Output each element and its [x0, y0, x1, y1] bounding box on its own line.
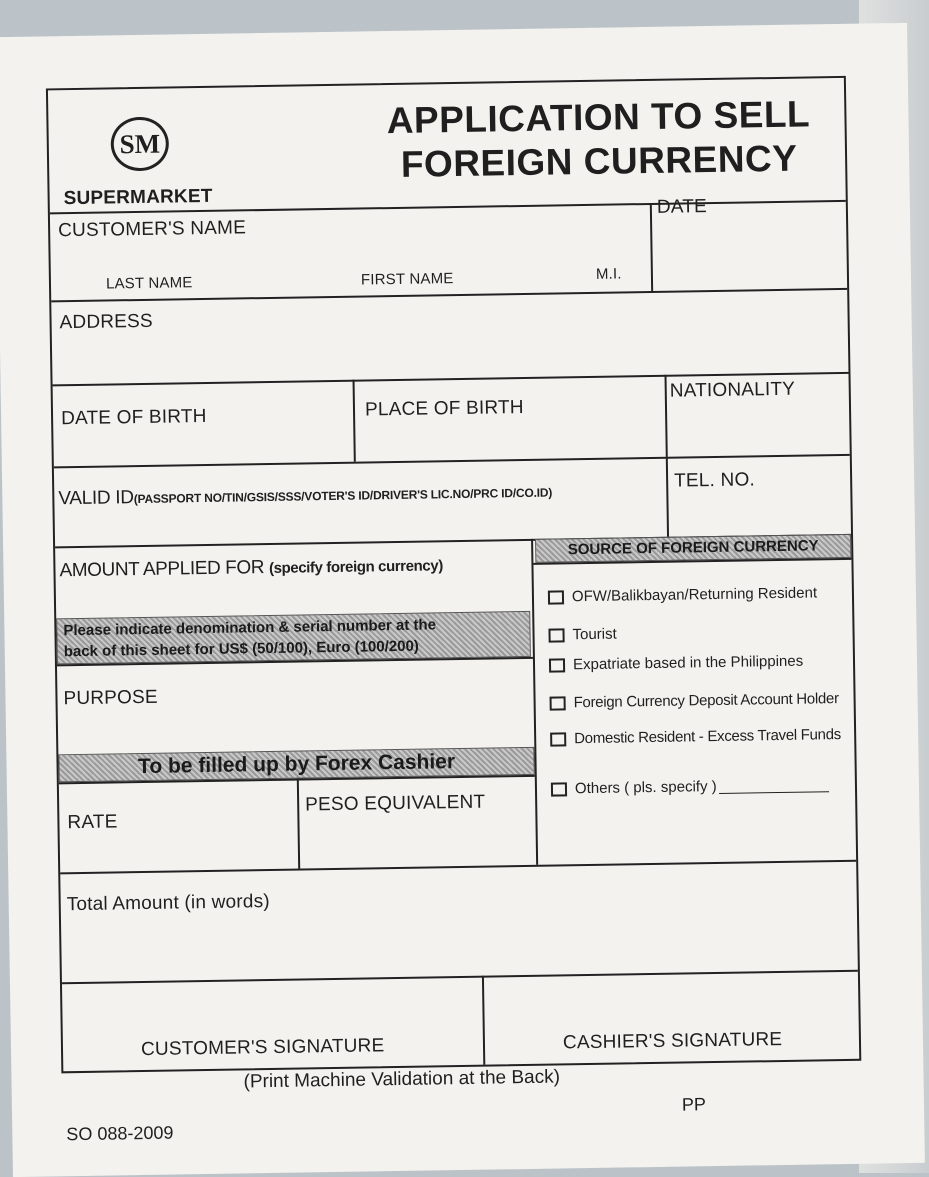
- checkbox[interactable]: [551, 782, 567, 796]
- checkbox[interactable]: [550, 696, 566, 710]
- first-name-label: FIRST NAME: [360, 270, 454, 289]
- valid-id-label: [58, 481, 552, 511]
- date-of-birth-label: DATE OF BIRTH: [60, 405, 207, 430]
- form-code: SO 088-2009: [66, 1122, 174, 1145]
- denomination-note-line-2: back of this sheet for US$ (50/100), Euro (100/200): [63, 637, 419, 661]
- nationality-label: NATIONALITY: [669, 378, 796, 402]
- customer-signature-label: CUSTOMER'S SIGNATURE: [140, 1035, 385, 1061]
- checkbox[interactable]: [548, 628, 564, 642]
- id-tel-divider: [666, 457, 669, 537]
- source-heading: SOURCE OF FOREIGN CURRENCY: [535, 534, 851, 563]
- option-label: Tourist: [572, 625, 617, 644]
- date-field[interactable]: [652, 222, 847, 291]
- title-line-1: APPLICATION TO SELL: [386, 93, 811, 142]
- initials: PP: [681, 1094, 707, 1115]
- form-title: [358, 92, 839, 188]
- mi-label: M.I.: [595, 265, 622, 283]
- option-label: OFW/Balikbayan/Returning Resident: [571, 584, 818, 606]
- rate-field[interactable]: [60, 831, 299, 873]
- validation-note: (Print Machine Validation at the Back): [243, 1066, 561, 1093]
- checkbox[interactable]: [548, 590, 564, 604]
- address-label: ADDRESS: [59, 310, 154, 334]
- option-label: Domestic Resident - Excess Travel Funds: [574, 726, 842, 748]
- checkbox[interactable]: [550, 732, 566, 746]
- valid-id-text: VALID ID: [58, 487, 134, 510]
- date-label: DATE: [656, 196, 708, 218]
- source-option-tourist[interactable]: [548, 626, 616, 644]
- option-label: Others ( pls. specify ): [574, 777, 717, 798]
- place-nationality-divider: [664, 375, 667, 457]
- tel-no-label: TEL. NO.: [673, 469, 756, 492]
- source-option-ofw[interactable]: [548, 584, 817, 605]
- amount-applied-label: [59, 554, 443, 582]
- customer-name-label: CUSTOMER'S NAME: [57, 217, 247, 242]
- option-label: Expatriate based in the Philippines: [572, 652, 804, 674]
- others-specify-line[interactable]: [719, 777, 829, 794]
- peso-equivalent-label: PESO EQUIVALENT: [305, 791, 486, 816]
- denomination-note-line-1: Please indicate denomination & serial number at the: [63, 616, 437, 640]
- application-form: [46, 76, 861, 1073]
- purpose-label: PURPOSE: [63, 686, 158, 710]
- sm-logo: SM: [110, 117, 169, 172]
- denomination-note: [56, 611, 531, 664]
- source-option-others[interactable]: [551, 776, 829, 797]
- checkbox[interactable]: [549, 658, 565, 672]
- dob-place-divider: [353, 380, 356, 462]
- purpose-field[interactable]: [58, 703, 535, 752]
- cashier-signature-label: CASHIER'S SIGNATURE: [562, 1028, 783, 1054]
- form-sheet: [0, 23, 925, 1177]
- title-line-2: FOREIGN CURRENCY: [400, 137, 798, 185]
- id-divider: [54, 454, 850, 469]
- source-option-fcdu[interactable]: [549, 690, 838, 712]
- total-amount-label: Total Amount (in words): [66, 891, 271, 916]
- amount-applied-note: (specify foreign currency): [268, 557, 443, 577]
- customer-name-field[interactable]: [50, 229, 651, 300]
- cashier-banner: To be filled up by Forex Cashier: [58, 747, 534, 782]
- peso-equivalent-field[interactable]: [299, 817, 536, 869]
- option-label: Foreign Currency Deposit Account Holder: [573, 690, 839, 712]
- amount-applied-text: AMOUNT APPLIED FOR: [59, 557, 265, 582]
- source-option-domestic[interactable]: [550, 726, 841, 748]
- place-of-birth-label: PLACE OF BIRTH: [364, 396, 524, 421]
- brand-label: SUPERMARKET: [63, 185, 213, 210]
- last-name-label: LAST NAME: [105, 274, 193, 293]
- valid-id-detail: (PASSPORT NO/TIN/GSIS/SSS/VOTER'S ID/DRIVER'S LIC.NO/PRC ID/CO.ID): [133, 485, 553, 507]
- rate-label: RATE: [67, 811, 118, 834]
- source-option-expatriate[interactable]: [549, 653, 803, 674]
